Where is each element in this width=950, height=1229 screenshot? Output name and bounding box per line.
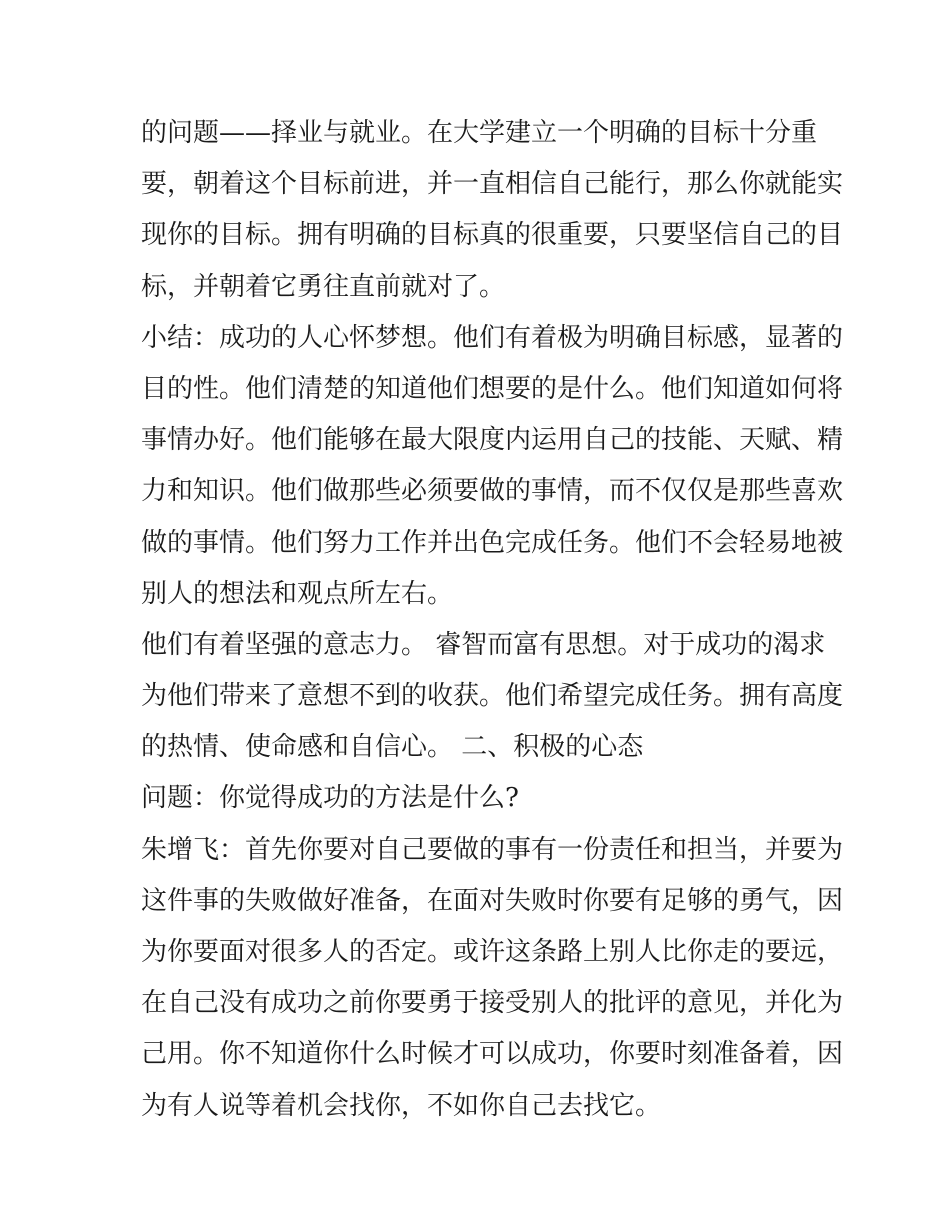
text-line: 朱增飞：首先你要对自己要做的事有一份责任和担当，并要为 bbox=[141, 834, 844, 865]
document-body bbox=[141, 108, 844, 1132]
text-line: 为你要面对很多人的否定。或许这条路上别人比你走的要远， bbox=[141, 937, 844, 967]
text-line: 为有人说等着机会找你，不如你自己去找它。 bbox=[141, 1090, 662, 1121]
text-line: 目的性。他们清楚的知道他们想要的是什么。他们知道如何将 bbox=[141, 373, 844, 404]
text-line: 做的事情。他们努力工作并出色完成任务。他们不会轻易地被 bbox=[141, 527, 844, 558]
text-line: 这件事的失败做好准备，在面对失败时你要有足够的勇气，因 bbox=[141, 885, 844, 916]
text-line: 力和知识。他们做那些必须要做的事情，而不仅仅是那些喜欢 bbox=[141, 476, 844, 507]
text-line: 别人的想法和观点所左右。 bbox=[141, 578, 454, 609]
text-line: 要，朝着这个目标前进，并一直相信自己能行，那么你就能实 bbox=[141, 169, 844, 200]
text-line: 的问题——择业与就业。在大学建立一个明确的目标十分重 bbox=[141, 118, 818, 148]
text-line: 小结：成功的人心怀梦想。他们有着极为明确目标感，显著的 bbox=[141, 322, 844, 353]
text-line: 在自己没有成功之前你要勇于接受别人的批评的意见，并化为 bbox=[141, 988, 844, 1019]
text-line: 他们有着坚强的意志力。 睿智而富有思想。对于成功的渴求 bbox=[141, 629, 826, 660]
text-line: 事情办好。他们能够在最大限度内运用自己的技能、天赋、精 bbox=[141, 425, 844, 456]
text-line: 标，并朝着它勇往直前就对了。 bbox=[141, 271, 506, 302]
text-line: 的热情、使命感和自信心。 二、积极的心态 bbox=[141, 732, 644, 763]
text-line: 为他们带来了意想不到的收获。他们希望完成任务。拥有高度 bbox=[141, 681, 844, 712]
text-line: 问题：你觉得成功的方法是什么? bbox=[141, 783, 519, 814]
text-line: 现你的目标。拥有明确的目标真的很重要，只要坚信自己的目 bbox=[141, 220, 844, 251]
text-line: 己用。你不知道你什么时候才可以成功，你要时刻准备着，因 bbox=[141, 1039, 844, 1070]
